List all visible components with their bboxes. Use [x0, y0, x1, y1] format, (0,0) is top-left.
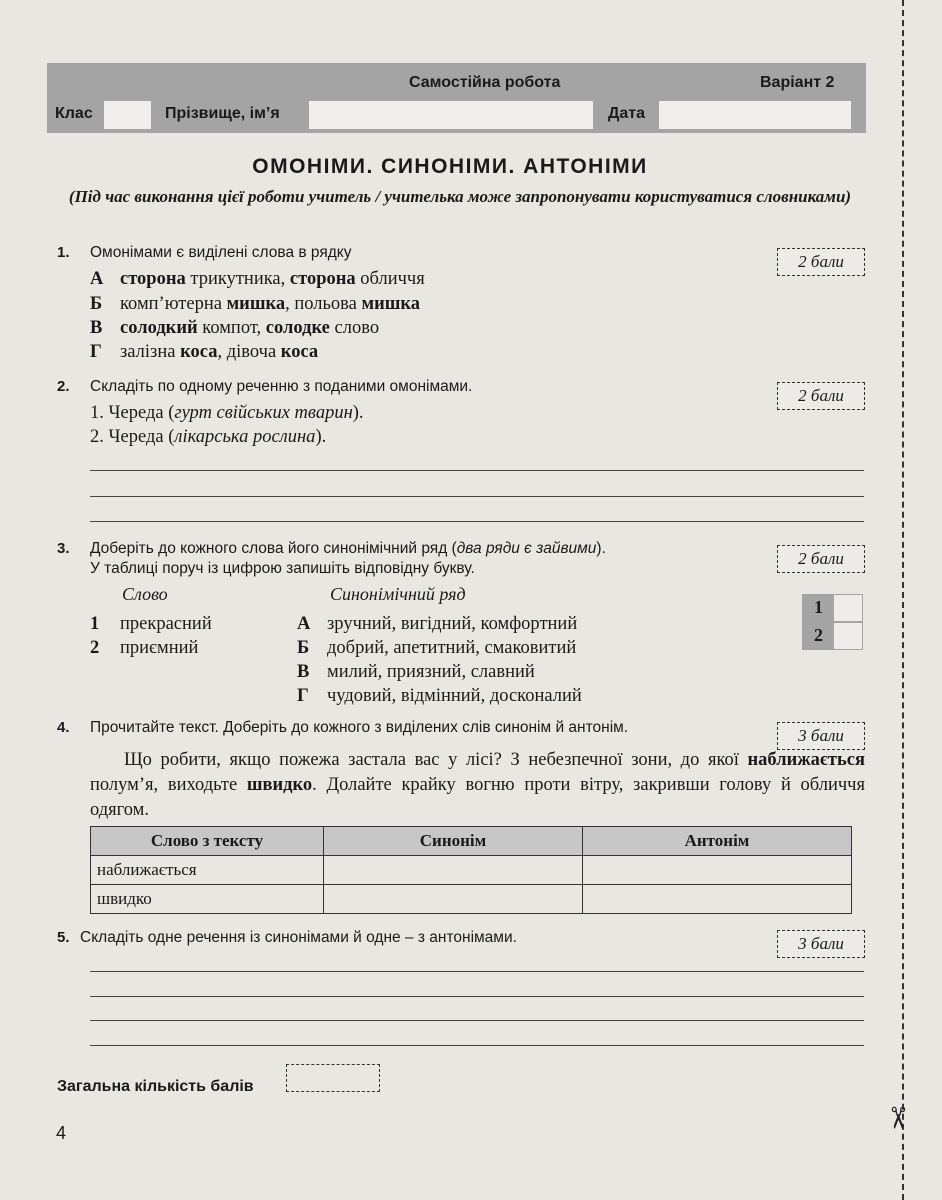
answer-cell-2[interactable]	[834, 623, 862, 649]
answer-line[interactable]	[90, 971, 864, 972]
page-number: 4	[56, 1123, 67, 1143]
q5-points: 3 бали	[777, 930, 865, 958]
q2-number: 2.	[57, 378, 70, 395]
table-row	[91, 856, 852, 885]
answer-line[interactable]	[90, 1045, 864, 1046]
option-letter: А	[90, 269, 104, 289]
synonym-cell[interactable]	[324, 856, 583, 885]
page-title: ОМОНІМИ. СИНОНІМИ. АНТОНІМИ	[252, 155, 648, 178]
q1-number: 1.	[57, 244, 70, 261]
column-header: Антонім	[583, 827, 852, 856]
column-header: Синонім	[324, 827, 583, 856]
answer-line[interactable]	[90, 521, 864, 522]
q1-option-h[interactable]: Г залізна коса, дівоча коса	[90, 342, 319, 362]
q3-word-1: 1 прекрасний	[90, 614, 212, 634]
q2-text: Складіть по одному реченню з поданими омонімами.	[90, 378, 473, 395]
q1-points: 2 бали	[777, 248, 865, 276]
answer-line[interactable]	[90, 496, 864, 497]
answer-line[interactable]	[90, 996, 864, 997]
synonym-antonym-table	[90, 826, 852, 914]
q3-points: 2 бали	[777, 545, 865, 573]
q3-number: 3.	[57, 540, 70, 557]
q4-text: Прочитайте текст. Доберіть до кожного з виділених слів синонім й антонім.	[90, 719, 629, 736]
reading-passage: Що робити, якщо пожежа застала вас у лісі? З небезпечної зони, до якої наближається полум’я, виходьте швидко. Долайте крайку вогню проти вітру, закривши голову й обличчя одягом.	[90, 750, 865, 820]
antonym-cell[interactable]	[583, 856, 852, 885]
q2-points: 2 бали	[777, 382, 865, 410]
q2-item-1: 1. Череда (гурт свійських тварин).	[90, 403, 364, 423]
synonym-cell[interactable]	[324, 885, 583, 914]
antonym-cell[interactable]	[583, 885, 852, 914]
name-field[interactable]	[309, 101, 593, 129]
header-bar	[47, 63, 866, 133]
worksheet-title: Самостійна робота	[409, 74, 561, 91]
date-field[interactable]	[659, 101, 851, 129]
q3-row-v: В милий, приязний, славний	[297, 662, 535, 682]
table-header-row	[91, 827, 852, 856]
total-points-label: Загальна кількість балів	[57, 1078, 254, 1095]
q3-row-h: Г чудовий, відмінний, досконалий	[297, 686, 582, 706]
cut-line	[902, 0, 904, 1200]
q4-points: 3 бали	[777, 722, 865, 750]
q5-number: 5.	[57, 929, 70, 946]
class-field[interactable]	[104, 101, 151, 129]
column-header: Слово з тексту	[91, 827, 324, 856]
q3-row-b: Б добрий, апетитний, смаковитий	[297, 638, 577, 658]
q1-option-a[interactable]: А сторона трикутника, сторона обличчя	[90, 269, 425, 289]
synonym-row-column-header: Синонімічний ряд	[330, 584, 466, 604]
date-label: Дата	[608, 105, 646, 122]
answer-cell-1[interactable]	[834, 595, 862, 621]
name-label: Прізвище, ім’я	[165, 105, 280, 122]
q3-text: Доберіть до кожного слова його синонімічний ряд (два ряди є зайвими). У таблиці поруч із цифрою запишіть відповідну букву.	[90, 540, 606, 577]
total-points-box[interactable]	[286, 1064, 380, 1092]
q1-option-v[interactable]: В солодкий компот, солодке слово	[90, 318, 380, 338]
q1-option-b[interactable]: Б комп’ютерна мишка, польова мишка	[90, 294, 421, 314]
q4-number: 4.	[57, 719, 70, 736]
variant-label: Варіант 2	[760, 74, 835, 91]
option-letter: Г	[90, 342, 102, 362]
q3-word-2: 2 приємний	[90, 638, 199, 658]
answer-grid	[802, 594, 863, 650]
q3-row-a: А зручний, вигідний, комфортний	[297, 614, 578, 634]
q2-item-2: 2. Череда (лікарська рослина).	[90, 427, 327, 447]
answer-label-1: 1	[814, 597, 823, 617]
table-cell-word: швидко	[91, 885, 324, 914]
answer-line[interactable]	[90, 470, 864, 471]
table-row	[91, 885, 852, 914]
option-letter: В	[90, 318, 103, 338]
answer-line[interactable]	[90, 1020, 864, 1021]
answer-label-2: 2	[814, 625, 823, 645]
word-column-header: Слово	[122, 584, 168, 604]
q1-text: Омонімами є виділені слова в рядку	[90, 244, 352, 261]
q5-text: Складіть одне речення із синонімами й одне – з антонімами.	[80, 929, 517, 946]
scissors-icon: ✂	[879, 1105, 915, 1131]
option-letter: Б	[90, 294, 103, 314]
subtitle: (Під час виконання цієї роботи учитель / учителька може запропонувати користуватися словниками)	[68, 187, 852, 206]
table-cell-word: наближається	[91, 856, 324, 885]
class-label: Клас	[55, 105, 93, 122]
